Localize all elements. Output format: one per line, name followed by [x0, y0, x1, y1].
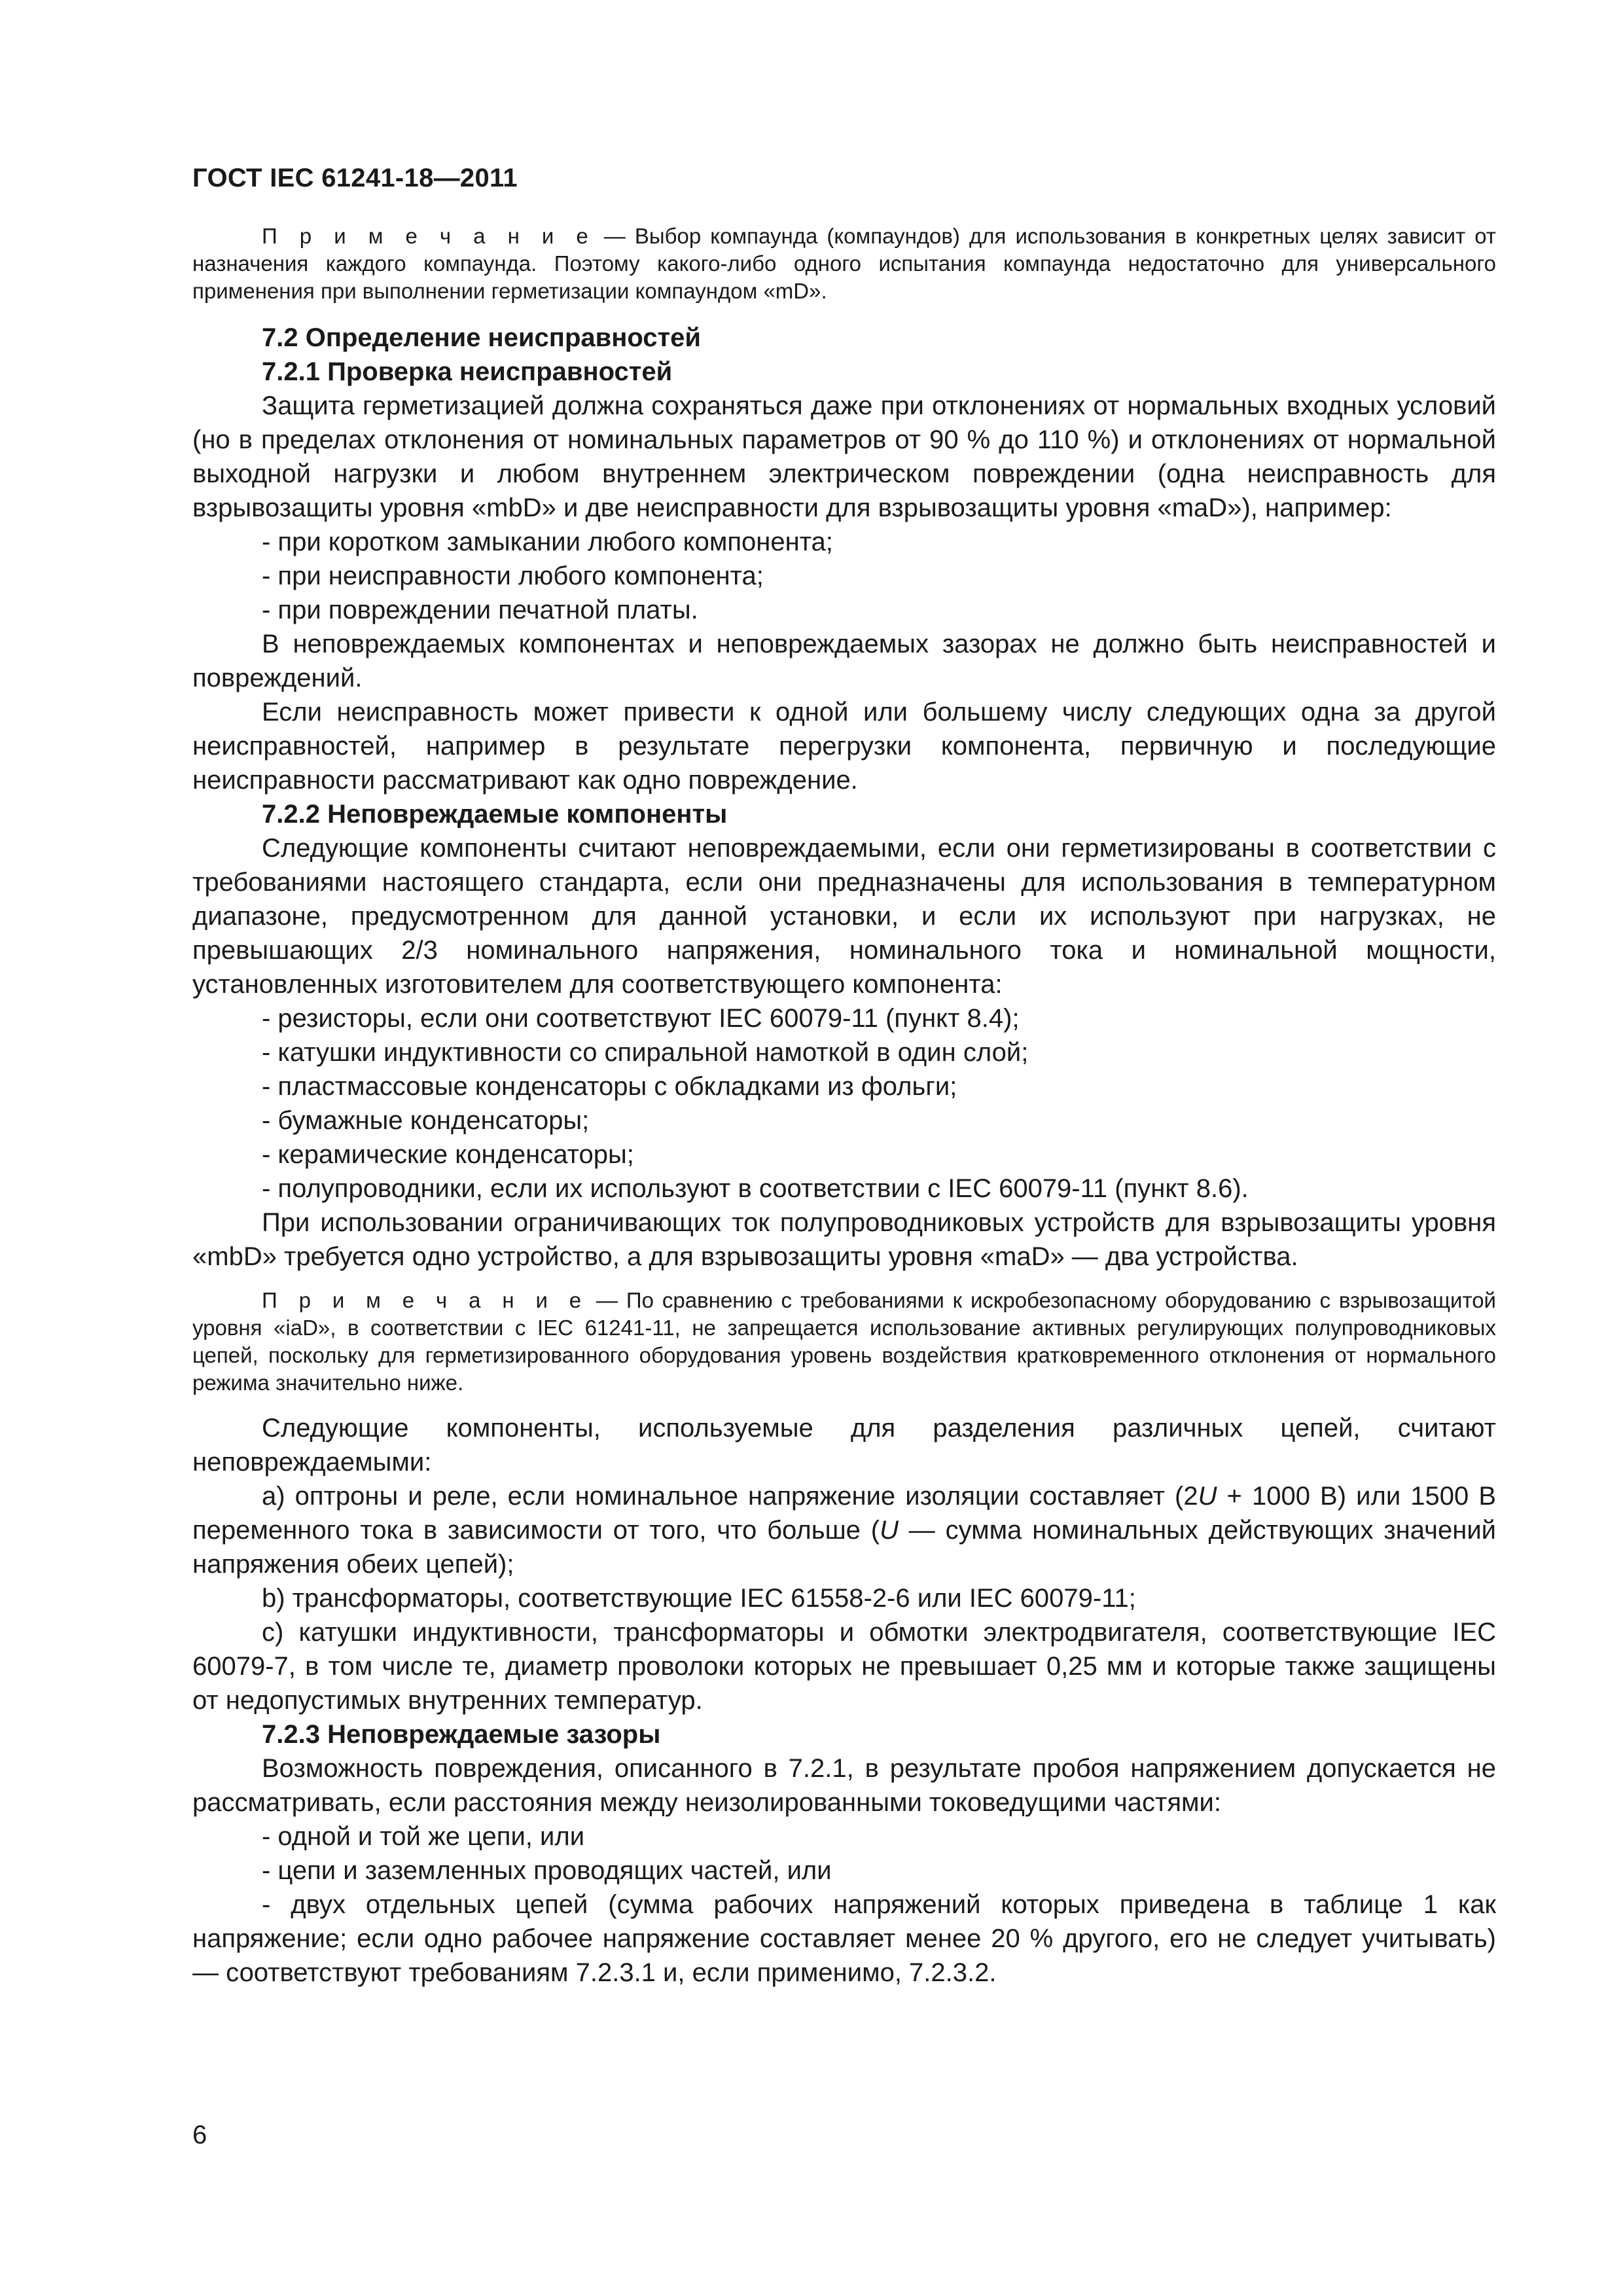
note-iad-comparison: [192, 1287, 1496, 1397]
note-compound-selection: [192, 223, 1496, 305]
list-item-c: c) катушки индуктивности, трансформаторы и обмотки электродвигателя, соответствующие IEC 60079-7, в том числе те, диаметр проволоки которых не превышает 0,25 мм и которые также защищены от недопустимых внутренних температур.: [192, 1618, 1496, 1715]
note-text: — По сравнению с требованиями к искробезопасному оборудованию с взрывозащитой уровня «iaD», в соответствии с IEC 61241-11, не запрещается использование активных регулирующих полупроводниковых цепей, поскольку для герметизированного оборудования уровень воздействия кратковременного отклонения от нормального режима значительно ниже.: [192, 1288, 1496, 1395]
text-run: — сумма номинальных действующих значений напряжения обеих цепей);: [192, 1516, 1497, 1579]
variable-u: U: [880, 1516, 899, 1545]
page-number: 6: [192, 2121, 207, 2149]
list-item: - пластмассовые конденсаторы с обкладками из фольги;: [262, 1072, 957, 1101]
paragraph: Защита герметизацией должна сохраняться даже при отклонениях от нормальных входных условий (но в пределах отклонения от номинальных параметров от 90 % до 110 %) и отклонениях от нормальной выходной нагрузки и любом внутреннем электрическом повреждении (одна неисправность для взрывозащиты уровня «mbD» и две неисправности для взрывозащиты уровня «maD»), например:: [192, 391, 1496, 522]
paragraph: В неповреждаемых компонентах и неповреждаемых зазорах не должно быть неисправностей и повреждений.: [192, 630, 1496, 692]
paragraph: Следующие компоненты считают неповреждаемыми, если они герметизированы в соответствии с требованиями настоящего стандарта, если они предназначены для использования в температурном диапазоне, предусмотренном для данной установки, и если их используют при нагрузках, не превышающих 2/3 номинального напряжения, номинального тока и номинальной мощности, установленных изготовителем для соответствующего компонента:: [192, 834, 1496, 999]
paragraph: Следующие компоненты, используемые для разделения различных цепей, считают неповреждаемыми:: [192, 1414, 1496, 1477]
paragraph: При использовании ограничивающих ток полупроводниковых устройств для взрывозащиты уровня «mbD» требуется одно устройство, а для взрывозащиты уровня «maD» — два устройства.: [192, 1208, 1496, 1271]
section-heading-7-2-2: 7.2.2 Неповреждаемые компоненты: [262, 800, 728, 829]
list-item: - при коротком замыкании любого компонента;: [262, 528, 833, 556]
text-run: a) оптроны и реле, если номинальное напряжение изоляции составляет (2: [262, 1482, 1198, 1511]
variable-u: U: [1198, 1482, 1217, 1511]
document-header: ГОСТ IEC 61241-18—2011: [192, 164, 518, 192]
list-item-b: b) трансформаторы, соответствующие IEC 61558-2-6 или IEC 60079-11;: [262, 1584, 1136, 1613]
section-heading-7-2-3: 7.2.3 Неповреждаемые зазоры: [262, 1720, 661, 1749]
section-heading-7-2: 7.2 Определение неисправностей: [262, 323, 701, 352]
text-run: + 1000 В) или 1500 В переменного тока в зависимости от того, что больше (: [192, 1482, 1497, 1545]
list-item: - керамические конденсаторы;: [262, 1140, 634, 1169]
list-item: - двух отдельных цепей (сумма рабочих напряжений которых приведена в таблице 1 как напряжение; если одно рабочее напряжение составляет менее 20 % другого, его не следует учитывать) — соответствуют требованиям 7.2.3.1 и, если применимо, 7.2.3.2.: [192, 1890, 1496, 1987]
paragraph: Возможность повреждения, описанного в 7.2.1, в результате пробоя напряжением допускается не рассматривать, если расстояния между неизолированными токоведущими частями:: [192, 1754, 1496, 1817]
note-label: П р и м е ч а н и е: [262, 1288, 588, 1312]
list-item: - полупроводники, если их используют в соответствии с IEC 60079-11 (пункт 8.6).: [262, 1174, 1249, 1203]
list-item-a: [192, 1479, 1496, 1581]
section-heading-7-2-1: 7.2.1 Проверка неисправностей: [262, 357, 673, 386]
list-item: - резисторы, если они соответствуют IEC 60079-11 (пункт 8.4);: [262, 1004, 1020, 1033]
paragraph: Если неисправность может привести к одной или большему числу следующих одна за другой неисправностей, например в результате перегрузки компонента, первичную и последующие неисправности рассматривают как одно повреждение.: [192, 698, 1496, 795]
note-text: — Выбор компаунда (компаундов) для использования в конкретных целях зависит от назначения каждого компаунда. Поэтому какого-либо одного испытания компаунда недостаточно для универсального применения при выполнении герметизации компаундом «mD».: [192, 224, 1496, 303]
list-item: - катушки индуктивности со спиральной намоткой в один слой;: [262, 1038, 1029, 1067]
list-item: - одной и той же цепи, или: [262, 1822, 585, 1851]
page-content: [192, 223, 1496, 1990]
list-item: - при неисправности любого компонента;: [262, 562, 764, 590]
list-item: - при повреждении печатной платы.: [262, 596, 698, 624]
list-item: - бумажные конденсаторы;: [262, 1106, 590, 1135]
list-item: - цепи и заземленных проводящих частей, или: [262, 1856, 832, 1885]
note-label: П р и м е ч а н и е: [262, 224, 595, 248]
